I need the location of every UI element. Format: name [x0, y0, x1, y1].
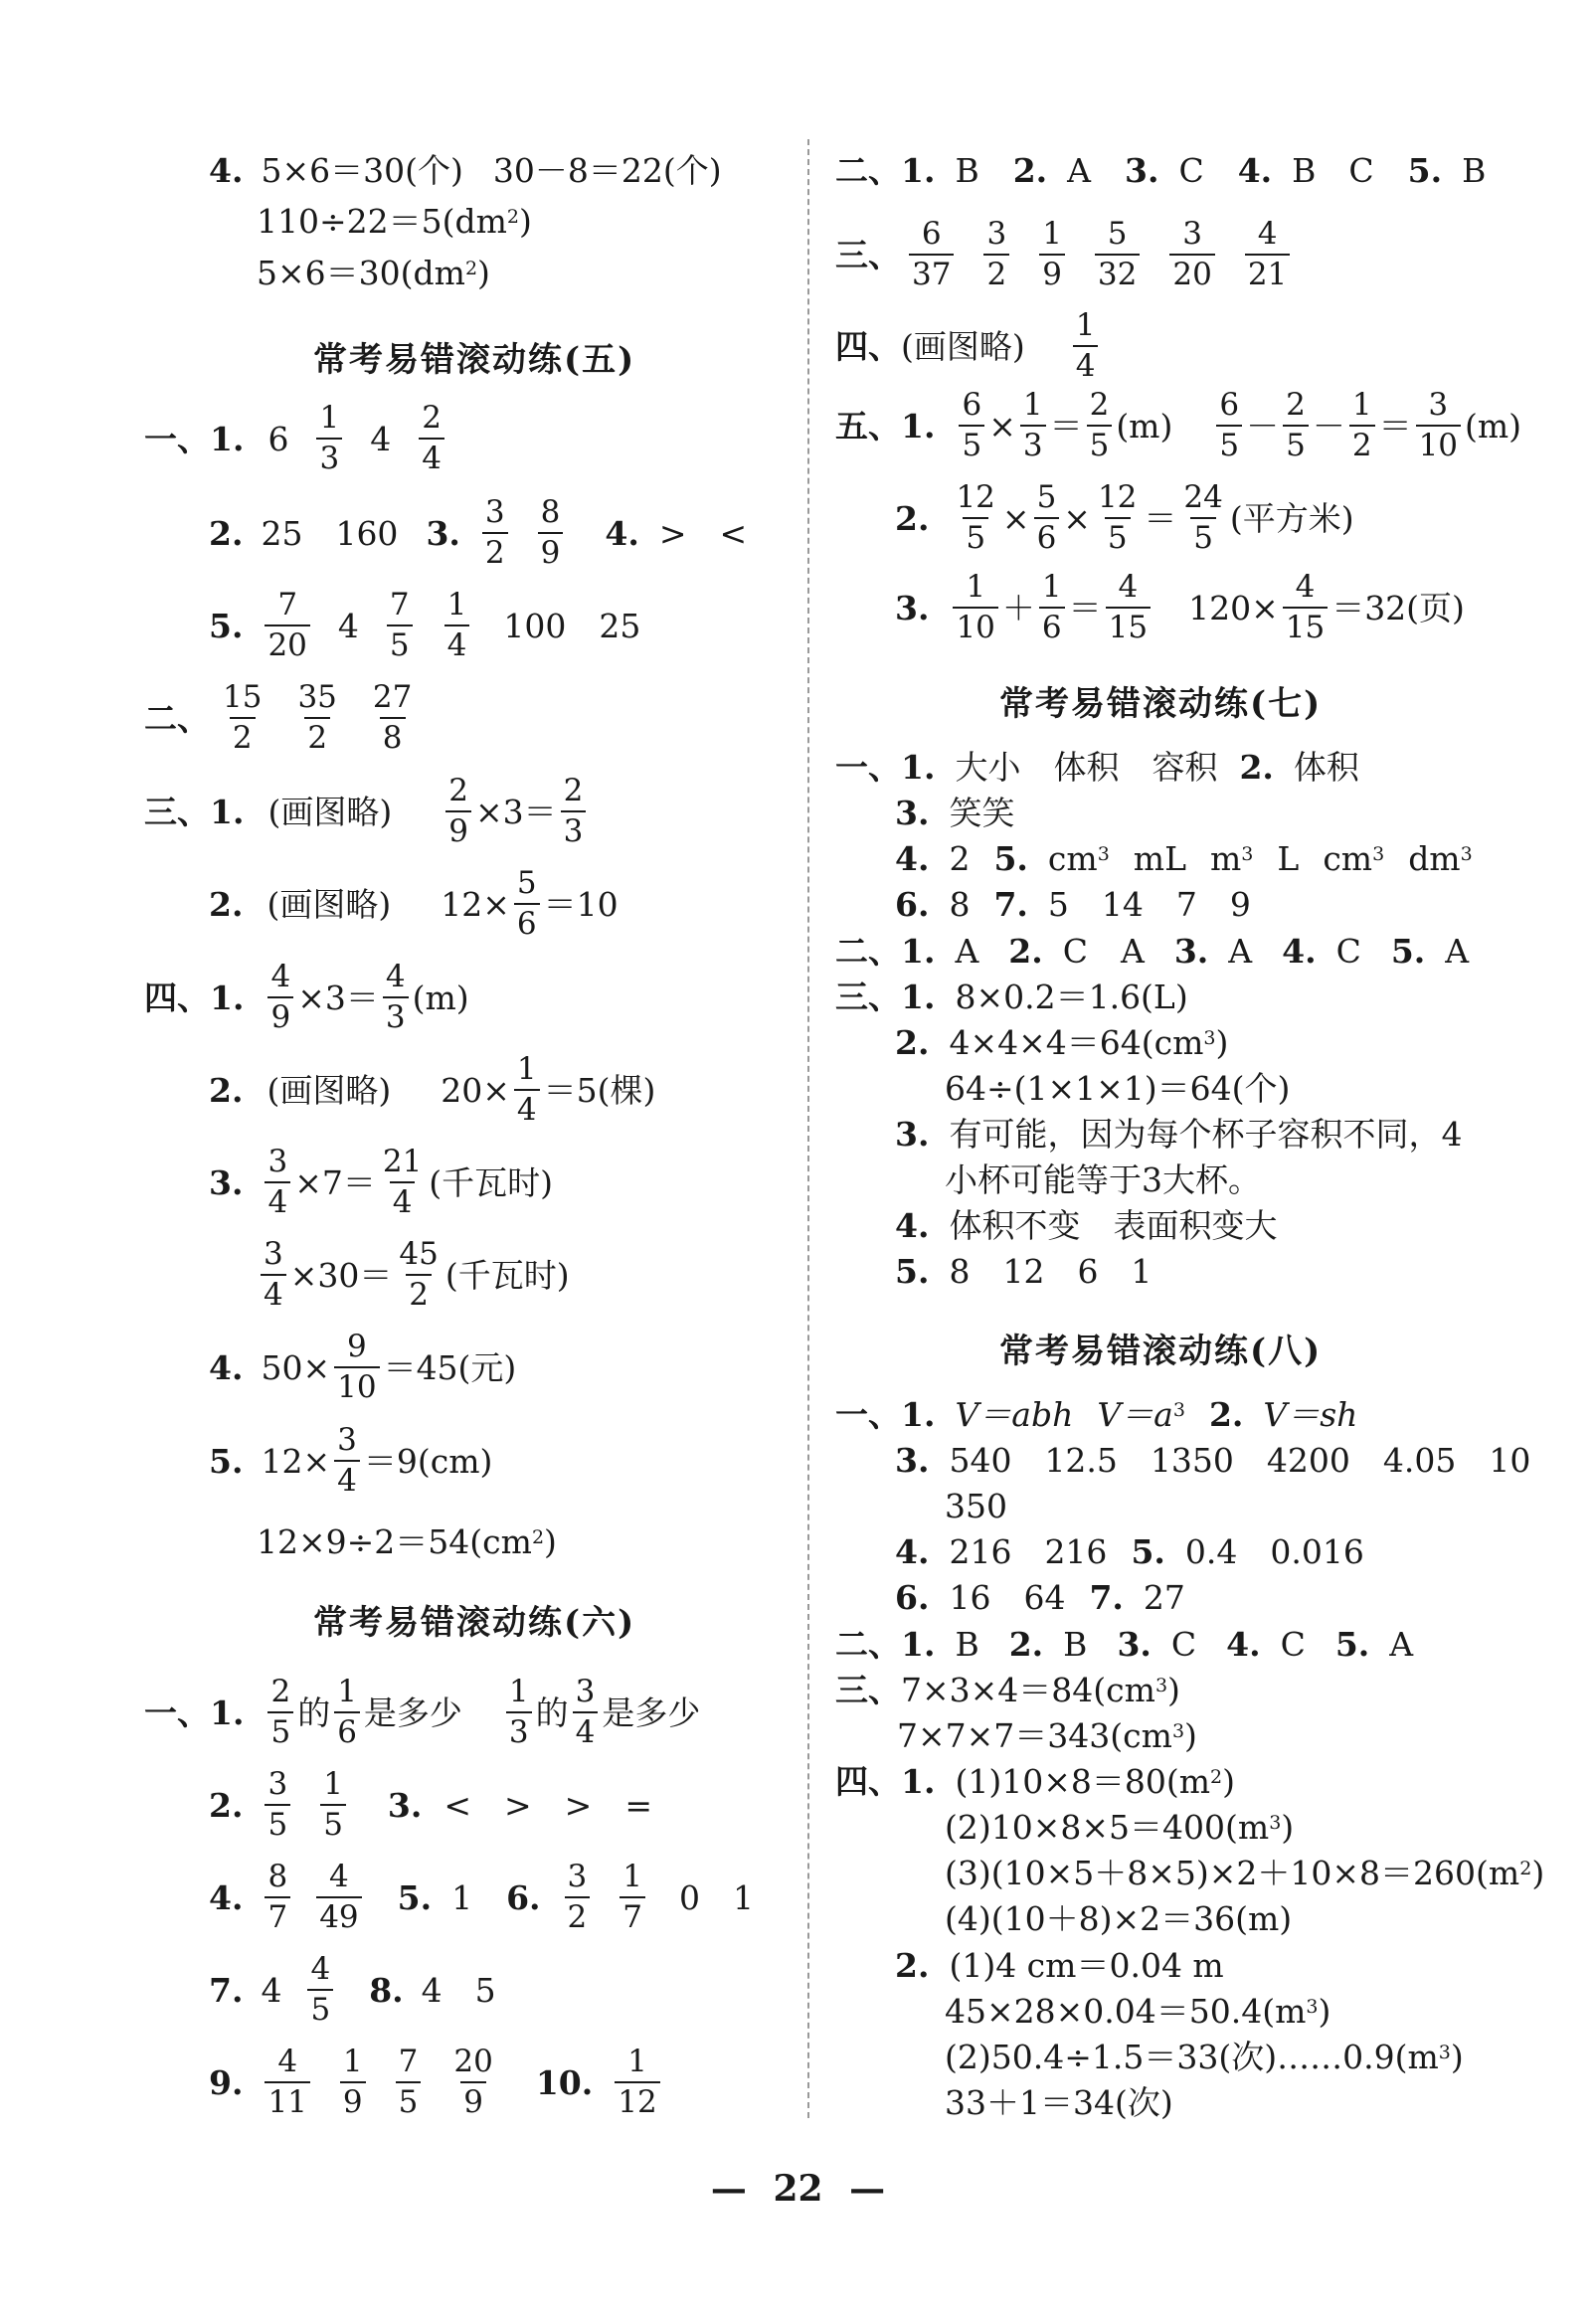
- fraction: $\frac{12}{5}$: [956, 479, 995, 556]
- answer-line: 3. 有可能，因为每个杯子容积不同，4: [895, 1115, 1463, 1154]
- answer-line: $\frac{3}{4}$ ×30＝ $\frac{45}{2}$ (千瓦时): [257, 1239, 570, 1311]
- column-divider: [807, 139, 809, 2118]
- fraction: $\frac{3}{2}$: [482, 497, 508, 569]
- fraction: $\frac{4}{11}$: [265, 2047, 309, 2118]
- fraction: $\frac{8}{9}$: [538, 497, 564, 569]
- answer-line: (2)10×8×5＝400(m $^3$ ): [945, 1808, 1295, 1847]
- answer-line: 5×6＝30(dm $^2$ ): [257, 254, 490, 292]
- answer-line: (4)(10＋8)×2＝36(m): [945, 1899, 1293, 1938]
- answer-line: 五、1. $\frac{6}{5}$ × $\frac{1}{3}$ ＝ $\frac{2}{5}$ (m) $\frac{6}{5}$ － $\frac{2}{5}$ － $\frac{1}{2}$ ＝ $\frac{3}{10}$ (m): [835, 387, 1522, 463]
- fraction: $\frac{35}{2}$: [297, 679, 337, 756]
- fraction: $\frac{21}{4}$: [382, 1144, 423, 1220]
- fraction: $\frac{1}{2}$: [1349, 390, 1375, 461]
- fraction: $\frac{4}{9}$: [267, 962, 293, 1033]
- fraction: $\frac{27}{8}$: [372, 679, 413, 756]
- answer-line: 四、1. $\frac{4}{9}$ ×3＝ $\frac{4}{3}$ (m): [144, 959, 469, 1035]
- answer-line: 4. 2 5. cm $^3$ mL m $^3$ L cm $^3$ dm $^3$: [895, 839, 1473, 878]
- fraction: $\frac{1}{4}$: [1073, 310, 1099, 382]
- answer-line: 2. 4×4×4＝64(cm $^3$ ): [895, 1023, 1229, 1062]
- fraction: $\frac{1}{7}$: [620, 1862, 645, 1933]
- answer-line: 二、 $\frac{15}{2}$ $\frac{35}{2}$ $\frac{27}{8}$: [144, 682, 419, 754]
- fraction: $\frac{8}{7}$: [265, 1862, 290, 1933]
- answer-line: 二、1. B 2. B 3. C 4. C 5. A: [835, 1625, 1414, 1664]
- footer-dash: —: [710, 2168, 747, 2210]
- fraction: $\frac{2}{5}$: [1283, 390, 1309, 461]
- fraction: $\frac{5}{6}$: [1034, 482, 1060, 554]
- answer-line: 2. $\frac{12}{5}$ × $\frac{5}{6}$ × $\frac{12}{5}$ ＝ $\frac{24}{5}$ (平方米): [895, 479, 1354, 556]
- fraction: $\frac{1}{4}$: [444, 590, 470, 661]
- fraction: $\frac{3}{10}$: [1416, 390, 1461, 461]
- fraction: $\frac{1}{9}$: [1039, 219, 1065, 290]
- answer-line: 三、 7×3×4＝84(cm $^3$ ): [835, 1671, 1180, 1709]
- answer-line: 三、1. 8×0.2＝1.6(L): [835, 978, 1188, 1016]
- answer-line: 一、1. V＝abh V＝a $^3$ 2. V＝sh: [835, 1395, 1358, 1434]
- answer-line: 二、1. B 2. A 3. C 4. B C 5. B: [835, 151, 1487, 190]
- fraction: $\frac{6}{37}$: [909, 219, 954, 290]
- fraction: $\frac{4}{3}$: [383, 962, 409, 1033]
- fraction: $\frac{3}{2}$: [983, 219, 1009, 290]
- answer-line: 4. 216 216 5. 0.4 0.016: [895, 1532, 1364, 1571]
- answer-line: 一、1. 大小 体积 容积 2. 体积: [835, 748, 1359, 787]
- fraction: $\frac{4}{15}$: [1283, 572, 1328, 643]
- fraction: $\frac{1}{6}$: [1039, 572, 1065, 643]
- fraction: $\frac{1}{3}$: [506, 1677, 532, 1748]
- fraction: $\frac{7}{20}$: [265, 590, 309, 661]
- fraction: $\frac{4}{49}$: [316, 1862, 361, 1933]
- fraction: $\frac{15}{2}$: [223, 679, 263, 756]
- section-title: 常考易错滚动练(五): [313, 340, 636, 380]
- fraction: $\frac{45}{2}$: [399, 1236, 439, 1313]
- fraction: $\frac{2}{9}$: [445, 776, 471, 847]
- answer-line: 6. 8 7. 5 14 7 9: [895, 885, 1251, 924]
- answer-line: 4. 体积不变 表面积变大: [895, 1206, 1278, 1245]
- section-title: 常考易错滚动练(六): [313, 1603, 636, 1643]
- answer-line: 64÷(1×1×1)＝64(个): [945, 1069, 1291, 1108]
- answer-line: 9. $\frac{4}{11}$ $\frac{1}{9}$ $\frac{7}{5}$ $\frac{20}{9}$ 10. $\frac{1}{12}$: [209, 2047, 664, 2118]
- fraction: $\frac{4}{15}$: [1106, 572, 1151, 643]
- answer-line: (3)(10×5＋8×5)×2＋10×8＝260(m $^2$ ): [945, 1854, 1545, 1892]
- answer-line: 5. 12× $\frac{3}{4}$ ＝9(cm): [209, 1422, 493, 1499]
- section-title: 常考易错滚动练(七): [999, 684, 1323, 724]
- fraction: $\frac{3}{20}$: [1169, 219, 1214, 290]
- fraction: $\frac{2}{3}$: [561, 776, 587, 847]
- fraction: $\frac{3}{5}$: [265, 1769, 290, 1841]
- fraction: $\frac{1}{3}$: [316, 403, 342, 474]
- fraction: $\frac{6}{5}$: [1216, 390, 1242, 461]
- fraction: $\frac{20}{9}$: [453, 2044, 493, 2120]
- fraction: $\frac{1}{9}$: [340, 2047, 366, 2118]
- fraction: $\frac{6}{5}$: [959, 390, 984, 461]
- answer-line: 四、 (画图略) $\frac{1}{4}$: [835, 310, 1102, 382]
- answer-line: 3. $\frac{3}{4}$ ×7＝ $\frac{21}{4}$ (千瓦时): [209, 1144, 554, 1220]
- fraction: $\frac{7}{5}$: [396, 2047, 422, 2118]
- fraction: $\frac{1}{6}$: [334, 1677, 360, 1748]
- answer-line: 3. $\frac{1}{10}$ ＋ $\frac{1}{6}$ ＝ $\frac{4}{15}$ 120× $\frac{4}{15}$ ＝32(页): [895, 569, 1465, 645]
- fraction: $\frac{2}{5}$: [1087, 390, 1113, 461]
- fraction: $\frac{3}{4}$: [573, 1677, 599, 1748]
- fraction: $\frac{4}{5}$: [307, 1954, 333, 2026]
- answer-line: 四、1. (1)10×8＝80(m $^2$ ): [835, 1762, 1235, 1801]
- answer-line: 6. 16 64 7. 27: [895, 1578, 1185, 1617]
- section-title: 常考易错滚动练(八): [999, 1332, 1323, 1371]
- answer-line: 3. 540 12.5 1350 4200 4.05 10: [895, 1441, 1531, 1480]
- answer-line: 5. 8 12 6 1: [895, 1252, 1153, 1291]
- footer-dash: —: [849, 2168, 886, 2210]
- fraction: $\frac{9}{10}$: [334, 1332, 379, 1403]
- answer-line: 12×9÷2＝54(cm $^2$ ): [257, 1522, 557, 1561]
- answer-line: (2)50.4÷1.5＝33(次)……0.9(m $^3$ ): [945, 2038, 1464, 2076]
- page-number: 22: [773, 2168, 823, 2210]
- answer-line: 小杯可能等于3大杯。: [945, 1160, 1261, 1199]
- fraction: $\frac{5}{6}$: [514, 868, 540, 940]
- fraction: $\frac{3}{4}$: [261, 1239, 286, 1311]
- answer-line: 4. $\frac{8}{7}$ $\frac{4}{49}$ 5. 1 6. $\frac{3}{2}$ $\frac{1}{7}$ 0 1: [209, 1859, 755, 1935]
- answer-line: 一、1. 6 $\frac{1}{3}$ 4 $\frac{2}{4}$: [144, 403, 448, 474]
- answer-line: 2. (1)4 cm＝0.04 m: [895, 1946, 1224, 1985]
- answer-line: 33＋1＝34(次): [945, 2083, 1173, 2122]
- fraction: $\frac{1}{5}$: [320, 1769, 346, 1841]
- fraction: $\frac{24}{5}$: [1183, 479, 1223, 556]
- answer-line: 45×28×0.04＝50.4(m $^3$ ): [945, 1992, 1331, 2031]
- fraction: $\frac{2}{5}$: [267, 1677, 293, 1748]
- answer-line: 2. (画图略) 20× $\frac{1}{4}$ ＝5(棵): [209, 1051, 656, 1128]
- answer-line: 一、1. $\frac{2}{5}$ 的 $\frac{1}{6}$ 是多少 $\frac{1}{3}$ 的 $\frac{3}{4}$ 是多少: [144, 1674, 701, 1750]
- answer-line: 2. (画图略) 12× $\frac{5}{6}$ ＝10: [209, 865, 619, 942]
- answer-line: 三、 $\frac{6}{37}$ $\frac{3}{2}$ $\frac{1}{9}$ $\frac{5}{32}$ $\frac{3}{20}$ $\frac{4}{21}$: [835, 219, 1294, 290]
- page-footer: [0, 2168, 1596, 2210]
- answer-line: 2. $\frac{3}{5}$ $\frac{1}{5}$ 3. < > > =: [209, 1766, 652, 1843]
- answer-line: 三、1. (画图略) $\frac{2}{9}$ ×3＝ $\frac{2}{3}$: [144, 776, 590, 847]
- answer-line: 4. 50× $\frac{9}{10}$ ＝45(元): [209, 1329, 517, 1405]
- answer-line: 5. $\frac{7}{20}$ 4 $\frac{7}{5}$ $\frac{1}{4}$ 100 25: [209, 587, 641, 663]
- fraction: $\frac{1}{3}$: [1020, 390, 1046, 461]
- fraction: $\frac{3}{4}$: [265, 1147, 290, 1218]
- fraction: $\frac{5}{32}$: [1095, 219, 1140, 290]
- answer-line: 7. 4 $\frac{4}{5}$ 8. 4 5: [209, 1951, 496, 2028]
- fraction: $\frac{3}{2}$: [565, 1862, 591, 1933]
- answer-line: 2. 25 160 3. $\frac{3}{2}$ $\frac{8}{9}$ 4. > <: [209, 494, 748, 571]
- answer-line: 4. 5×6＝30(个) 30－8＝22(个): [209, 151, 722, 190]
- fraction: $\frac{1}{10}$: [953, 572, 997, 643]
- answer-line: 7×7×7＝343(cm $^3$ ): [897, 1716, 1197, 1755]
- fraction: $\frac{7}{5}$: [387, 590, 413, 661]
- answer-line: 二、1. A 2. C A 3. A 4. C 5. A: [835, 932, 1470, 971]
- answer-line: 110÷22＝5(dm $^2$ ): [257, 202, 532, 241]
- answer-line: 350: [945, 1487, 1007, 1525]
- fraction: $\frac{1}{12}$: [615, 2047, 659, 2118]
- fraction: $\frac{2}{4}$: [419, 403, 444, 474]
- fraction: $\frac{4}{21}$: [1245, 219, 1290, 290]
- fraction: $\frac{12}{5}$: [1097, 479, 1138, 556]
- answer-line: 3. 笑笑: [895, 794, 1015, 832]
- fraction: $\frac{1}{4}$: [514, 1054, 540, 1126]
- fraction: $\frac{3}{4}$: [334, 1425, 360, 1497]
